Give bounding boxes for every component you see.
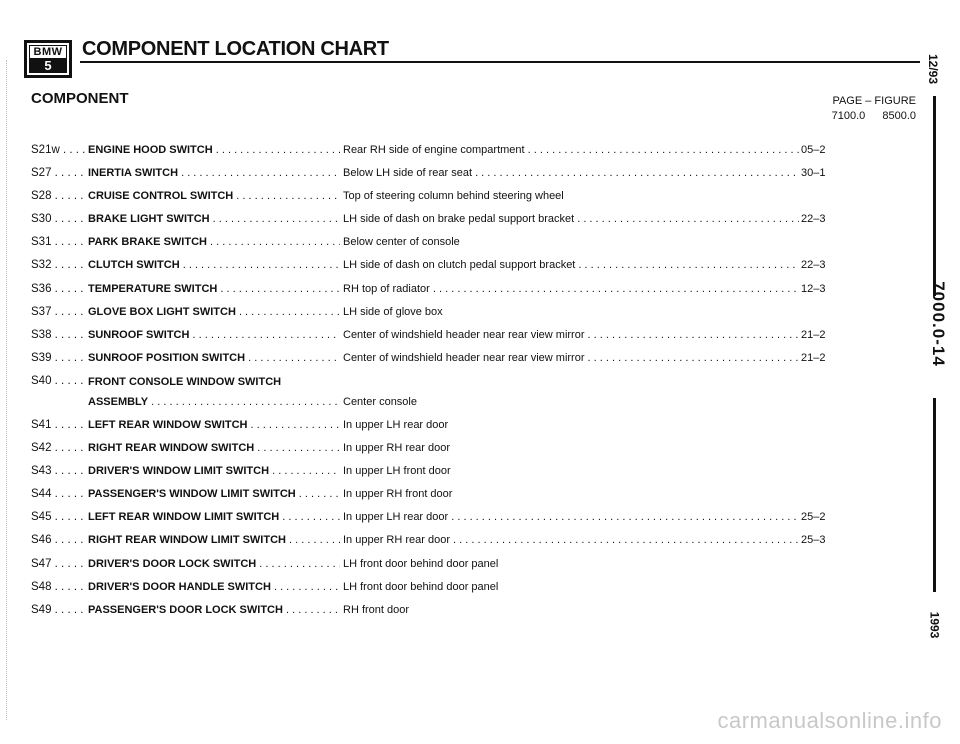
- component-code: S42 . . .: [31, 437, 87, 460]
- component-row: [31, 185, 841, 208]
- component-location: RH top of radiator . . .: [343, 278, 799, 301]
- component-name: DRIVER'S DOOR LOCK SWITCH . . .: [88, 553, 340, 576]
- component-row: [31, 437, 841, 460]
- component-row: [31, 208, 841, 231]
- header-rule: [80, 61, 920, 63]
- component-location: In upper RH rear door . . .: [343, 529, 799, 552]
- component-code: S37 . . .: [31, 301, 87, 324]
- side-date: 12/93: [926, 53, 941, 85]
- bmw-logo: [24, 40, 72, 78]
- component-location: In upper LH rear door: [343, 418, 449, 431]
- component-code: S27 . . .: [31, 162, 87, 185]
- watermark: carmanualsonline.info: [717, 708, 942, 733]
- component-row: [31, 483, 841, 506]
- component-location: LH side of glove box: [343, 305, 443, 318]
- component-code: S31 . . .: [31, 231, 87, 254]
- component-location: In upper LH rear door . . .: [343, 506, 799, 529]
- component-name: RIGHT REAR WINDOW LIMIT SWITCH . . .: [88, 529, 340, 552]
- figure-reference: 21–2: [801, 324, 841, 347]
- binder-margin: [6, 60, 8, 720]
- component-name: RIGHT REAR WINDOW SWITCH . . .: [88, 437, 340, 460]
- component-location: LH side of dash on clutch pedal support bracket . . .: [343, 254, 799, 277]
- component-name: CRUISE CONTROL SWITCH . . .: [88, 185, 340, 208]
- side-year: 1993: [927, 611, 942, 639]
- figure-reference: 05–2: [801, 139, 841, 162]
- component-name: [88, 372, 340, 412]
- component-name: DRIVER'S WINDOW LIMIT SWITCH . . .: [88, 460, 340, 483]
- figure-reference: 22–3: [801, 254, 841, 277]
- component-row: [31, 162, 841, 185]
- component-code: S30 . . .: [31, 208, 87, 231]
- component-code: S45 . . .: [31, 506, 87, 529]
- component-location: Center console: [343, 395, 417, 408]
- page-title: COMPONENT LOCATION CHART: [82, 38, 389, 60]
- figure-reference: 12–3: [801, 278, 841, 301]
- component-code: S28 . . .: [31, 185, 87, 208]
- figure-reference: 25–3: [801, 529, 841, 552]
- component-row: [31, 254, 841, 277]
- component-code: S49 . . .: [31, 599, 87, 622]
- component-code: S40 . . .: [31, 370, 87, 393]
- component-location: Rear RH side of engine compartment . . .: [343, 139, 799, 162]
- component-name: TEMPERATURE SWITCH . . .: [88, 278, 340, 301]
- side-page-number: 7000.0-14: [929, 281, 948, 367]
- component-code: S32 . . .: [31, 254, 87, 277]
- figure-reference: 22–3: [801, 208, 841, 231]
- component-name-line2: ASSEMBLY . . .: [88, 392, 340, 412]
- component-name: LEFT REAR WINDOW LIMIT SWITCH . . .: [88, 506, 340, 529]
- component-location: Below LH side of rear seat . . .: [343, 162, 799, 185]
- component-location: In upper LH front door: [343, 465, 451, 478]
- component-name: DRIVER'S DOOR HANDLE SWITCH . . .: [88, 576, 340, 599]
- component-name-line1: FRONT CONSOLE WINDOW SWITCH: [88, 375, 282, 388]
- component-name: LEFT REAR WINDOW SWITCH . . .: [88, 414, 340, 437]
- component-location: RH front door: [343, 603, 410, 616]
- component-name: PASSENGER'S WINDOW LIMIT SWITCH . . .: [88, 483, 340, 506]
- component-name: PASSENGER'S DOOR LOCK SWITCH . . .: [88, 599, 340, 622]
- component-code: S46 . . .: [31, 529, 87, 552]
- side-rule-middle: [933, 398, 936, 592]
- figure-reference: 21–2: [801, 347, 841, 370]
- component-row: [31, 460, 841, 483]
- figure-reference: 25–2: [801, 506, 841, 529]
- component-row: [31, 414, 841, 437]
- component-code: S47 . . .: [31, 553, 87, 576]
- component-code: S43 . . .: [31, 460, 87, 483]
- component-location: Center of windshield header near rear view mirror . . .: [343, 347, 799, 370]
- figure-reference: 30–1: [801, 162, 841, 185]
- component-row: [31, 553, 841, 576]
- component-code: S44 . . .: [31, 483, 87, 506]
- component-location: LH side of dash on brake pedal support bracket . . .: [343, 208, 799, 231]
- component-location: LH front door behind door panel: [343, 557, 499, 570]
- component-code: S21w . . .: [31, 139, 87, 162]
- component-code: S36 . . .: [31, 278, 87, 301]
- component-location: Below center of console: [343, 236, 460, 249]
- component-row: [31, 324, 841, 347]
- logo-brand-text: BMW: [29, 45, 67, 59]
- component-location: Center of windshield header near rear view mirror . . .: [343, 324, 799, 347]
- component-name: INERTIA SWITCH . . .: [88, 162, 340, 185]
- component-row: [31, 301, 841, 324]
- component-row: [31, 576, 841, 599]
- component-code: S39 . . .: [31, 347, 87, 370]
- page-number-ref: 7100.0: [831, 110, 866, 122]
- component-name: SUNROOF SWITCH . . .: [88, 324, 340, 347]
- component-row: [31, 529, 841, 552]
- component-row: [31, 347, 841, 370]
- component-row: [31, 599, 841, 622]
- component-location: In upper RH rear door: [343, 442, 450, 455]
- component-name: CLUTCH SWITCH . . .: [88, 254, 340, 277]
- component-row: [31, 370, 841, 414]
- figure-number-ref: 8500.0: [882, 110, 916, 122]
- side-rule-top: [933, 96, 936, 296]
- component-code: S41 . . .: [31, 414, 87, 437]
- logo-series-text: 5: [29, 59, 67, 73]
- component-row: [31, 506, 841, 529]
- component-name: ENGINE HOOD SWITCH . . .: [88, 139, 340, 162]
- component-code: S38 . . .: [31, 324, 87, 347]
- component-row: [31, 139, 841, 162]
- component-row: [31, 278, 841, 301]
- component-code: S48 . . .: [31, 576, 87, 599]
- page-figure-numbers: [790, 109, 916, 124]
- component-location: LH front door behind door panel: [343, 580, 499, 593]
- component-location: In upper RH front door: [343, 488, 453, 501]
- page-figure-header: [790, 94, 916, 124]
- component-name: GLOVE BOX LIGHT SWITCH . . .: [88, 301, 340, 324]
- component-row: [31, 231, 841, 254]
- component-list: [31, 139, 841, 622]
- section-label: COMPONENT: [31, 90, 129, 107]
- component-name: SUNROOF POSITION SWITCH . . .: [88, 347, 340, 370]
- component-location: Top of steering column behind steering wheel: [343, 190, 564, 203]
- component-name: BRAKE LIGHT SWITCH . . .: [88, 208, 340, 231]
- component-name: PARK BRAKE SWITCH . . .: [88, 231, 340, 254]
- page-figure-label: PAGE – FIGURE: [832, 95, 916, 107]
